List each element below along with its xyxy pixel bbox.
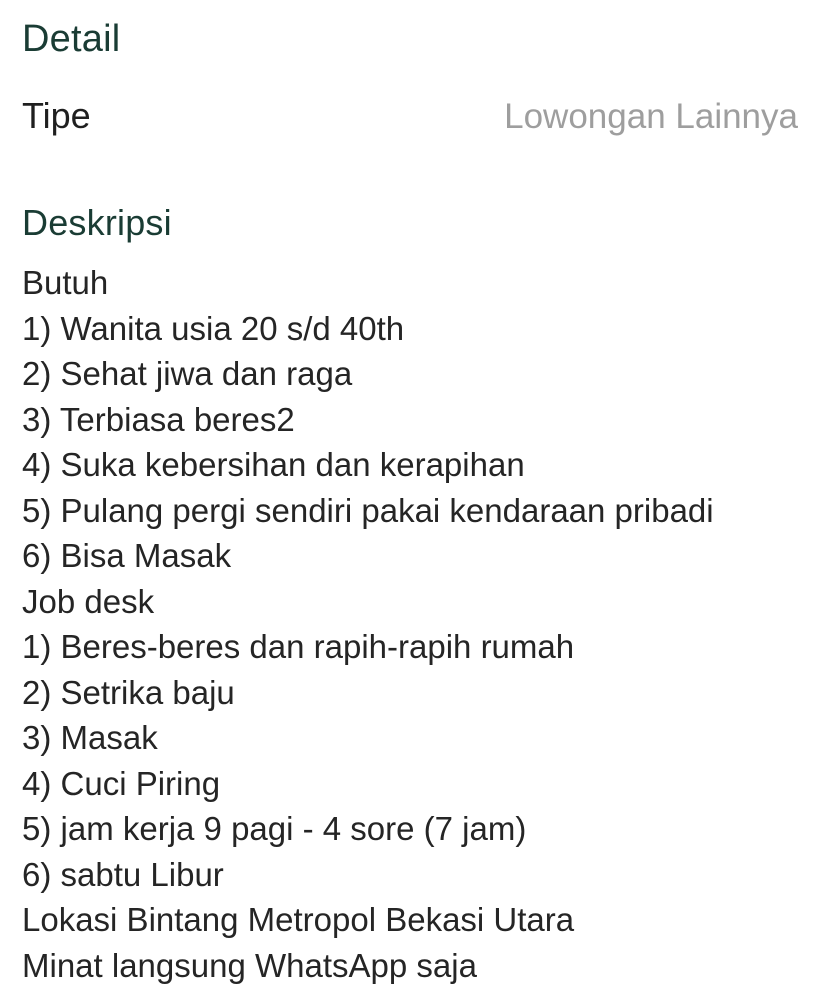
description-section-title: Deskripsi xyxy=(22,202,172,243)
description-line: 2) Setrika baju xyxy=(22,673,235,711)
description-line: 5) Pulang pergi sendiri pakai kendaraan pribadi xyxy=(22,491,714,529)
description-line: 6) sabtu Libur xyxy=(22,855,224,893)
description-line: 1) Wanita usia 20 s/d 40th xyxy=(22,309,405,347)
detail-section-title: Detail xyxy=(22,18,121,60)
description-line: 5) jam kerja 9 pagi - 4 sore (7 jam) xyxy=(22,810,527,847)
description-line: 3) Terbiasa beres2 xyxy=(22,400,295,438)
type-field-label: Tipe xyxy=(22,95,91,136)
description-line: 3) Masak xyxy=(22,719,158,756)
description-line: Butuh xyxy=(22,264,109,301)
description-line: Job desk xyxy=(22,582,155,620)
description-line: 1) Beres-beres dan rapih-rapih rumah xyxy=(22,628,575,665)
type-field-row xyxy=(22,94,798,139)
description-line: 4) Cuci Piring xyxy=(22,764,221,802)
description-line: 2) Sehat jiwa dan raga xyxy=(22,355,353,392)
description-line: 4) Suka kebersihan dan kerapihan xyxy=(22,446,525,483)
description-text-block xyxy=(22,260,798,988)
description-line: Minat langsung WhatsApp saja xyxy=(22,946,477,984)
description-line: 6) Bisa Masak xyxy=(22,537,232,574)
description-line: Lokasi Bintang Metropol Bekasi Utara xyxy=(22,901,575,938)
type-field-value: Lowongan Lainnya xyxy=(504,97,798,136)
